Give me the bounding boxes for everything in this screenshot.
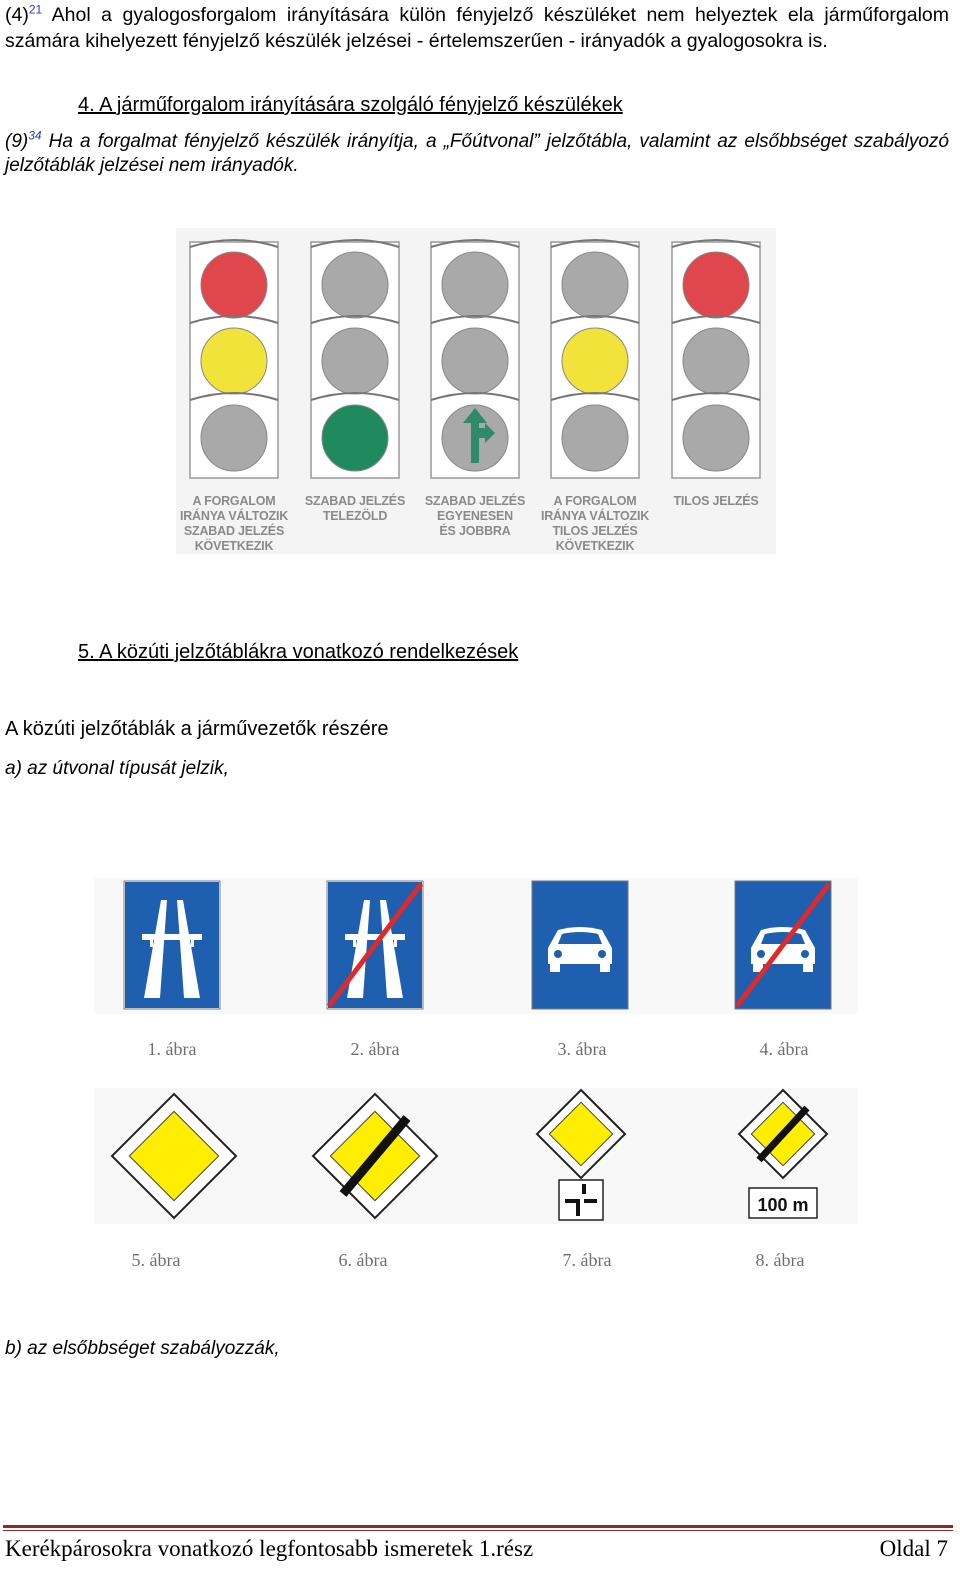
figure-caption: 5. ábra [131, 1250, 181, 1270]
traffic-light [311, 240, 399, 478]
label-line: SZABAD JELZÉS [424, 494, 526, 508]
figure-caption: 4. ábra [759, 1039, 809, 1059]
paragraph-4 [5, 2, 949, 54]
red-lamp [562, 252, 628, 318]
label-line: SZABAD JELZÉS [304, 494, 406, 508]
sign-plate [124, 881, 220, 1009]
car-wheel [803, 964, 813, 972]
car-headlight [801, 950, 809, 958]
amber-lamp [442, 328, 508, 394]
footer-rule-thin [3, 1530, 953, 1531]
priority-junction-sign [537, 1090, 625, 1220]
priority-end-sign [313, 1094, 437, 1218]
label-line: TILOS JELZÉS [552, 524, 638, 538]
traffic-light [672, 240, 760, 478]
traffic-light-label [174, 494, 294, 554]
car-wheel [600, 964, 610, 972]
traffic-light-label [415, 494, 535, 539]
priority-signs [94, 1088, 858, 1224]
footnote-ref[interactable]: 34 [28, 128, 42, 143]
route-type-signs [94, 878, 858, 1014]
footer-rule [3, 1525, 953, 1528]
list-item-b: b) az elsőbbséget szabályozzák, [5, 1338, 280, 1359]
car-wheel [550, 964, 560, 972]
car-headlight [554, 950, 562, 958]
car-sign [532, 881, 628, 1009]
figure-caption: 8. ábra [755, 1250, 805, 1270]
traffic-light [431, 240, 519, 478]
label-line: ÉS JOBBRA [439, 524, 511, 538]
priority-signs-drawing [94, 1088, 858, 1224]
figure-caption: 2. ábra [350, 1039, 400, 1059]
green-lamp [683, 405, 749, 471]
amber-lamp [322, 328, 388, 394]
label-line: KÖVETKEZIK [194, 539, 274, 553]
section-heading-5: 5. A közúti jelzőtáblákra vonatkozó rendelkezések [78, 641, 519, 663]
red-lamp [683, 252, 749, 318]
red-lamp [201, 252, 267, 318]
car-windshield [558, 932, 602, 944]
red-lamp [322, 252, 388, 318]
red-lamp [442, 252, 508, 318]
priority-end-distance-sign [739, 1090, 827, 1218]
traffic-lights-figure [176, 228, 776, 554]
label-line: TELEZÖLD [322, 509, 388, 523]
figure-caption: 6. ábra [338, 1250, 388, 1270]
bridge-pillar [150, 940, 153, 947]
label-line: TILOS JELZÉS [673, 494, 759, 508]
paragraph-number: (4) [5, 4, 29, 26]
motorway-bridge [142, 934, 202, 940]
motorway-end-sign [327, 881, 423, 1009]
green-lamp [201, 405, 267, 471]
label-line: SZABAD JELZÉS [183, 524, 285, 538]
traffic-light-label [295, 494, 415, 524]
green-lamp [322, 405, 388, 471]
bridge-pillar [394, 940, 397, 947]
signs-intro: A közúti jelzőtáblák a járművezetők részére [5, 718, 389, 740]
amber-lamp [562, 328, 628, 394]
paragraph-text: Ahol a gyalogosforgalom irányítására külön fényjelző készüléket nem helyeztek ela járműforgalom számára kihelyezett fényjelző készülék jelzései - értelemszerűen - irányadók a gyalogosokra is. [5, 4, 949, 52]
motorway-bridge [345, 934, 405, 940]
footer-title: Kerékpárosokra vonatkozó legfontosabb ismeretek 1.rész [5, 1536, 534, 1561]
distance-plate-text: 100 m [757, 1195, 809, 1215]
paragraph-9 [5, 130, 949, 178]
label-line: EGYENESEN [436, 509, 513, 523]
traffic-light-label [535, 494, 655, 554]
figure-caption: 7. ábra [562, 1250, 612, 1270]
section-heading-4: 4. A járműforgalom irányítására szolgáló fényjelző készülékek [78, 94, 623, 116]
label-line: KÖVETKEZIK [555, 539, 635, 553]
traffic-lights-drawing [176, 228, 776, 494]
figure-caption: 3. ábra [557, 1039, 607, 1059]
footnote-ref[interactable]: 21 [28, 2, 43, 17]
motorway-sign [124, 881, 220, 1009]
amber-lamp [683, 328, 749, 394]
car-end-sign [735, 881, 831, 1009]
paragraph-number: (9) [5, 131, 29, 152]
label-line: A FORGALOM [192, 494, 276, 508]
label-line: A FORGALOM [553, 494, 637, 508]
green-lamp [562, 405, 628, 471]
traffic-light-label [656, 494, 776, 509]
figure-caption: 1. ábra [147, 1039, 197, 1059]
label-line: IRÁNYA VÁLTOZIK [179, 509, 289, 523]
paragraph-text: Ha a forgalmat fényjelző készülék irányítja, a „Főútvonal” jelzőtábla, valamint az elsőbbséget szabályozó jelzőtáblák jelzései nem irányadók. [5, 131, 949, 176]
list-item-a: a) az útvonal típusát jelzik, [5, 758, 229, 779]
traffic-light [551, 240, 639, 478]
car-headlight [598, 950, 606, 958]
bridge-pillar [353, 940, 356, 947]
traffic-light [190, 240, 278, 478]
bridge-pillar [191, 940, 194, 947]
amber-lamp [201, 328, 267, 394]
label-line: IRÁNYA VÁLTOZIK [540, 509, 650, 523]
priority-sign [112, 1094, 236, 1218]
route-type-signs-drawing [94, 878, 858, 1014]
car-headlight [757, 950, 765, 958]
page-number: Oldal 7 [879, 1536, 948, 1561]
